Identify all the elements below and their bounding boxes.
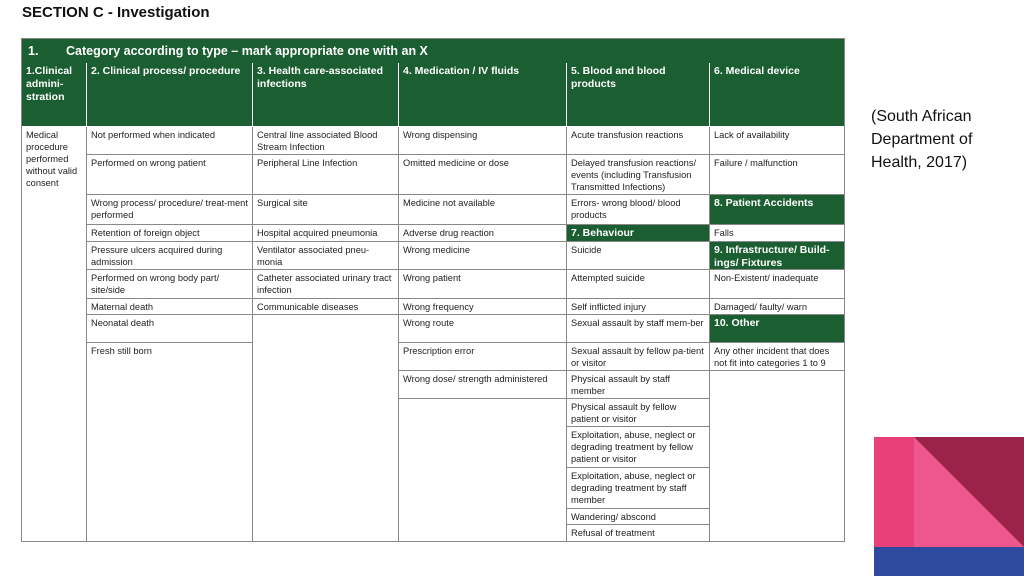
decorative-corner-graphic xyxy=(874,437,1024,576)
col4-cell: Omitted medicine or dose xyxy=(399,155,567,195)
col6-empty-cell xyxy=(710,371,844,541)
col6-cell: Non-Existent/ inadequate xyxy=(710,270,844,299)
col4-empty-cell xyxy=(399,399,567,541)
behaviour-section-header: 7. Behaviour xyxy=(567,225,710,242)
col-header-medical-device: 6. Medical device xyxy=(710,63,844,126)
col4-cell: Medicine not available xyxy=(399,195,567,225)
col3-cell: Surgical site xyxy=(253,195,399,225)
col3-cell: Ventilator associated pneu-monia xyxy=(253,242,399,270)
col3-cell: Central line associated Blood Stream Infection xyxy=(253,127,399,155)
col4-cell: Wrong dose/ strength administered xyxy=(399,371,567,399)
col5-cell: Delayed transfusion reactions/ events (including Transfusion Transmitted Infections) xyxy=(567,155,710,195)
col2-cell: Retention of foreign object xyxy=(87,225,253,242)
col5-cell: Attempted suicide xyxy=(567,270,710,299)
patient-accidents-section-header: 8. Patient Accidents xyxy=(710,195,844,225)
col2-cell: Neonatal death xyxy=(87,315,253,343)
table-header-bar xyxy=(22,39,844,63)
col-header-clinical-process: 2. Clinical process/ procedure xyxy=(87,63,253,126)
col6-cell: Lack of availability xyxy=(710,127,844,155)
col4-cell: Wrong patient xyxy=(399,270,567,299)
col5-cell: Errors- wrong blood/ blood products xyxy=(567,195,710,225)
other-section-header: 10. Other xyxy=(710,315,844,343)
col5-cell: Exploitation, abuse, neglect or degrading treatment by fellow patient or visitor xyxy=(567,427,710,468)
col5-cell: Exploitation, abuse, neglect or degrading treatment by staff member xyxy=(567,468,710,509)
col2-cell: Maternal death xyxy=(87,299,253,315)
col5-cell: Physical assault by fellow patient or visitor xyxy=(567,399,710,427)
section-title: SECTION C - Investigation xyxy=(22,4,210,21)
col-header-medication: 4. Medication / IV fluids xyxy=(399,63,567,126)
category-table xyxy=(21,38,845,542)
col2-cell: Pressure ulcers acquired during admission xyxy=(87,242,253,270)
col1-cell: Medical procedure performed without valid consent xyxy=(22,127,87,541)
col4-cell: Wrong frequency xyxy=(399,299,567,315)
col4-cell: Wrong route xyxy=(399,315,567,343)
col4-cell: Wrong medicine xyxy=(399,242,567,270)
col2-cell: Not performed when indicated xyxy=(87,127,253,155)
col-header-clinical-administration: 1.Clinical admini-stration xyxy=(22,63,87,126)
col4-cell: Prescription error xyxy=(399,343,567,371)
infrastructure-section-header: 9. Infrastructure/ Build-ings/ Fixtures xyxy=(710,242,844,270)
col5-cell: Sexual assault by staff mem-ber xyxy=(567,315,710,343)
col5-cell: Wandering/ abscond xyxy=(567,509,710,525)
col6-cell: Damaged/ faulty/ warn xyxy=(710,299,844,315)
col5-cell: Refusal of treatment xyxy=(567,525,710,541)
col5-cell: Physical assault by staff member xyxy=(567,371,710,399)
col2-cell: Fresh still born xyxy=(87,343,253,541)
col4-cell: Adverse drug reaction xyxy=(399,225,567,242)
col5-cell: Self inflicted injury xyxy=(567,299,710,315)
col3-cell: Hospital acquired pneumonia xyxy=(253,225,399,242)
col5-cell: Suicide xyxy=(567,242,710,270)
deco-blue-strip xyxy=(874,547,1024,576)
col6-cell: Falls xyxy=(710,225,844,242)
col3-empty-cell xyxy=(253,315,399,541)
header-text: Category according to type – mark appropriate one with an X xyxy=(66,44,428,58)
col5-cell: Sexual assault by fellow pa-tient or visitor xyxy=(567,343,710,371)
col4-cell: Wrong dispensing xyxy=(399,127,567,155)
col3-cell: Peripheral Line Infection xyxy=(253,155,399,195)
col6-cell: Failure / malfunction xyxy=(710,155,844,195)
header-number: 1. xyxy=(28,44,39,58)
col-header-infections: 3. Health care-associated infections xyxy=(253,63,399,126)
source-citation: (South African Department of Health, 2017) xyxy=(871,108,973,171)
col2-cell: Performed on wrong patient xyxy=(87,155,253,195)
col3-cell: Communicable diseases xyxy=(253,299,399,315)
col5-cell: Acute transfusion reactions xyxy=(567,127,710,155)
col3-cell: Catheter associated urinary tract infection xyxy=(253,270,399,299)
col6-cell: Any other incident that does not fit into categories 1 to 9 xyxy=(710,343,844,371)
col-header-blood-products: 5. Blood and blood products xyxy=(567,63,710,126)
col2-cell: Wrong process/ procedure/ treat-ment performed xyxy=(87,195,253,225)
col2-cell: Performed on wrong body part/ site/side xyxy=(87,270,253,299)
